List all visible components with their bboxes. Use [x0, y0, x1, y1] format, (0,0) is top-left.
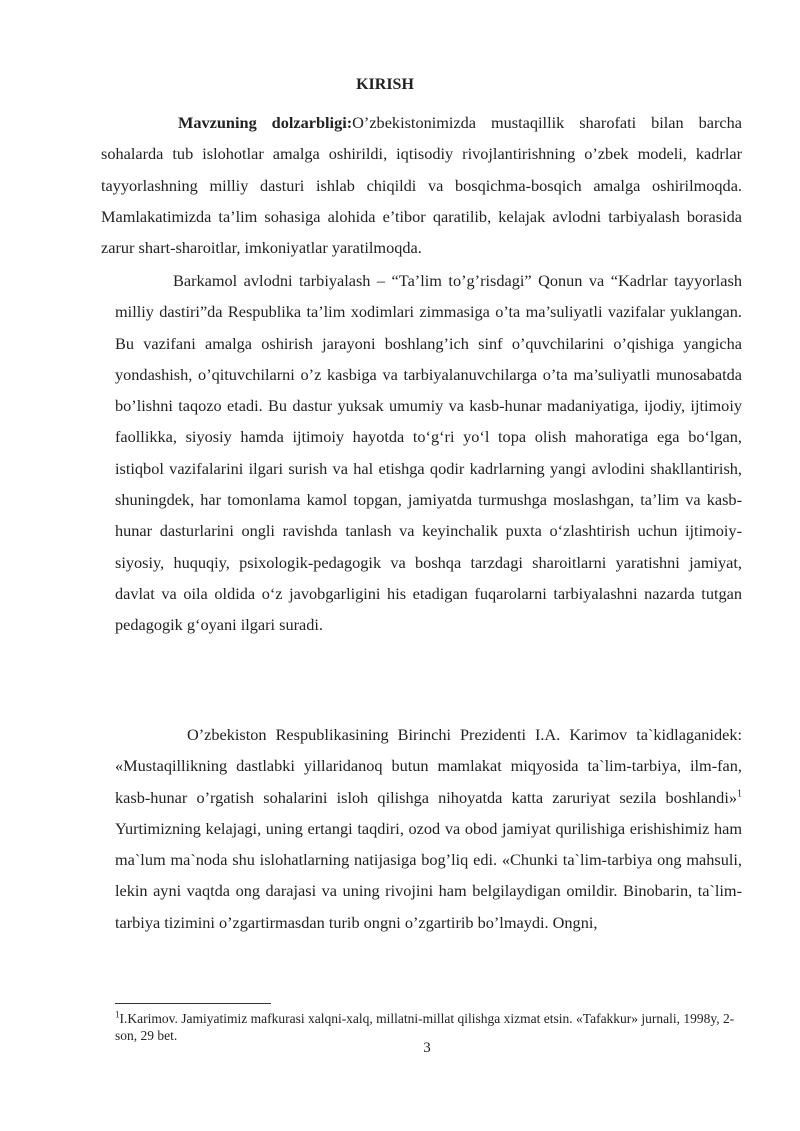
paragraph-lead: Mavzuning dolzarbligi: — [178, 113, 353, 132]
footnote-marker: 1 — [115, 1009, 120, 1020]
footnote-text: I.Karimov. Jamiyatimiz mafkurasi xalqni-xalq, millatni-millat qilishga xizmat etsin. «Tafakkur» jurnali, 1998y, 2-son, 29 bet. — [115, 1011, 735, 1043]
paragraph-relevance — [101, 107, 742, 263]
footnote-reference[interactable]: 1 — [737, 788, 742, 800]
footnote — [115, 1010, 745, 1044]
paragraph-quote — [115, 719, 742, 938]
paragraph-text-continued: Yurtimizning kelajagi, uning ertangi taqdiri, ozod va obod jamiyat qurilishiga erishishimiz ham ma`lum ma`noda shu islohatlarning natijasiga bog’liq edi. «Chunki ta`lim-tarbiya ong mahsuli, lekin ayni vaqtda ong darajasi va uning rivojini ham belgilaydigan omildir. Binobarin, ta`lim-tarbiya tizimini o’zgartirmasdan turib ongni o’zgartirib bo’lmaydi. Ongni, — [115, 818, 742, 932]
section-title: KIRISH — [356, 76, 414, 93]
paragraph-text: Barkamol avlodni tarbiyalash – “Ta’lim to’g’risdagi” Qonun va “Kadrlar tayyorlash milliy dastiri”da Respublika ta’lim xodimlari zimmasiga o’ta ma’suliyatli vazifalar yuklangan. Bu vazifani amalga oshirish jarayoni boshlang’ich sinf o’quvchilarini o’qishiga yangicha yondashish, o’qituvchilarni o’z kasbiga va tarbiyalanuvchilarga o’ta ma’suliyatli munosabatda bo’lishni taqozo etadi. Bu dastur yuksak umumiy va kasb-hunar madaniyatiga, ijodiy, ijtimoiy faollikka, siyosiy hamda ijtimoiy hayotda to‘g‘ri yo‘l topa olish mahoratiga ega bo‘lgan, istiqbol vazifalarini ilgari surish va hal etishga qodir kadrlarning yangi avlodini shakllantirish, shuningdek, har tomonlama kamol topgan, jamiyatda turmushga moslashgan, ta’lim va kasb-hunar dasturlarini ongli ravishda tanlash va keyinchalik puxta o‘zlashtirish uchun ijtimoiy-siyosiy, huquqiy, psixologik-pedagogik va boshqa tarzdagi sharoitlarni yaratishni jamiyat, davlat va oila oldida o‘z javobgarligini his etadigan fuqarolarni tarbiyalashni nazarda tutgan pedagogik g‘oyani ilgari suradi. — [115, 271, 742, 635]
paragraph-upbringing — [115, 265, 742, 641]
paragraph-text: O’zbekiston Respublikasining Birinchi Prezidenti I.A. Karimov ta`kidlaganidek: «Mustaqillikning dastlabki yillaridanoq butun mamlakat miqyosida ta`lim-tarbiya, ilm-fan, kasb-hunar o’rgatish sohalarini isloh qilishga nihoyatda katta zaruriyat sezila boshlandi» — [115, 725, 742, 807]
page-number: 3 — [423, 1040, 431, 1056]
paragraph-text: O’zbekistonimizda mustaqillik sharofati bilan barcha sohalarda tub islohotlar amalga oshirildi, iqtisodiy rivojlantirishning o’zbek modeli, kadrlar tayyorlashning milliy dasturi ishlab chiqildi va bosqichma-bosqich amalga oshirilmoqda. Mamlakatimizda ta’lim sohasiga alohida e’tibor qaratilib, kelajak avlodni tarbiyalash borasida zarur shart-sharoitlar, imkoniyatlar yaratilmoqda. — [101, 113, 742, 258]
footnote-separator — [115, 1003, 271, 1004]
